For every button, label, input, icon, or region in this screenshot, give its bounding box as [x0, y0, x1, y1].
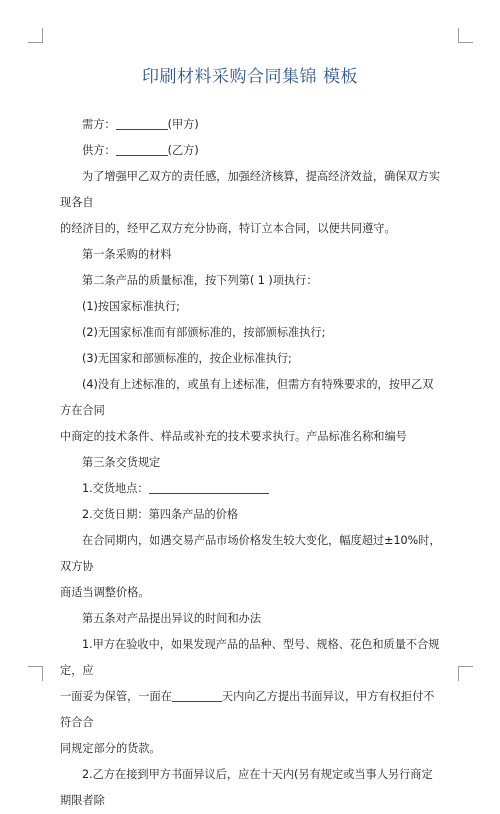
- objection-1-line-2: [60, 684, 442, 736]
- standard-item-4-line-1: (4)没有上述标准的，或虽有上述标准，但需方有特殊要求的，按甲乙双方在合同: [60, 378, 434, 417]
- objection-1-text-a: 一面妥为保管，一面在: [60, 690, 172, 703]
- article-2-heading: 第二条产品的质量标准，按下列第( 1 )项执行：: [82, 274, 318, 287]
- standard-item-3: (3)无国家和部颁标准的，按企业标准执行;: [82, 352, 292, 365]
- delivery-place-blank[interactable]: [149, 481, 269, 494]
- intro-line-2: 的经济目的，经甲乙双方充分协商，特订立本合同，以便共同遵守。: [60, 222, 396, 235]
- document-title: 印刷材料采购合同集锦 模板: [142, 67, 358, 87]
- seller-label: 供方：: [82, 144, 116, 157]
- article-1-heading: 第一条采购的材料: [82, 248, 172, 261]
- objection-1-line-3: 同规定部分的货款。: [60, 742, 161, 755]
- price-line-2: 商适当调整价格。: [60, 586, 150, 599]
- objection-days-blank[interactable]: [172, 689, 222, 702]
- page-corner-mark-top-right: [458, 28, 473, 43]
- buyer-blank[interactable]: [116, 117, 168, 130]
- standard-item-4-line-2: 中商定的技术条件、样品或补充的技术要求执行。产品标准名称和编号: [60, 430, 407, 443]
- article-3-heading: 第三条交货规定: [82, 456, 161, 469]
- standard-item-1: (1)按国家标准执行;: [82, 300, 180, 313]
- delivery-date-line: 2.交货日期：第四条产品的价格: [82, 508, 239, 521]
- seller-role: (乙方): [167, 144, 199, 157]
- seller-line: [60, 138, 442, 164]
- article-5-heading: 第五条对产品提出异议的时间和办法: [82, 612, 262, 625]
- document-body: [60, 112, 442, 814]
- buyer-label: 需方：: [82, 118, 116, 131]
- standard-item-2: (2)无国家标准而有部颁标准的，按部颁标准执行;: [82, 326, 326, 339]
- objection-1-line-1: 1.甲方在验收中，如果发现产品的品种、型号、规格、花色和质量不合规定，应: [60, 638, 440, 677]
- page-corner-mark-top-left: [28, 28, 43, 43]
- objection-2-line-1: 2.乙方在接到甲方书面异议后，应在十天内(另有规定或当事人另行商定期限者除: [60, 768, 433, 807]
- delivery-place-label: 1.交货地点：: [82, 482, 149, 495]
- seller-blank[interactable]: [116, 143, 168, 156]
- page-corner-mark-bottom-left: [28, 666, 43, 681]
- delivery-place-line: [60, 476, 442, 502]
- objection-1-text-b: 天内向乙方提出书面异议，甲方有权拒付不符合合: [60, 690, 435, 729]
- buyer-line: [60, 112, 442, 138]
- page-corner-mark-bottom-right: [458, 666, 473, 681]
- price-line-1: 在合同期内，如遇交易产品市场价格发生较大变化，幅度超过±10%时，双方协: [60, 534, 441, 573]
- buyer-role: (甲方): [167, 118, 199, 131]
- intro-line-1: 为了增强甲乙双方的责任感，加强经济核算，提高经济效益，确保双方实现各自: [60, 170, 441, 209]
